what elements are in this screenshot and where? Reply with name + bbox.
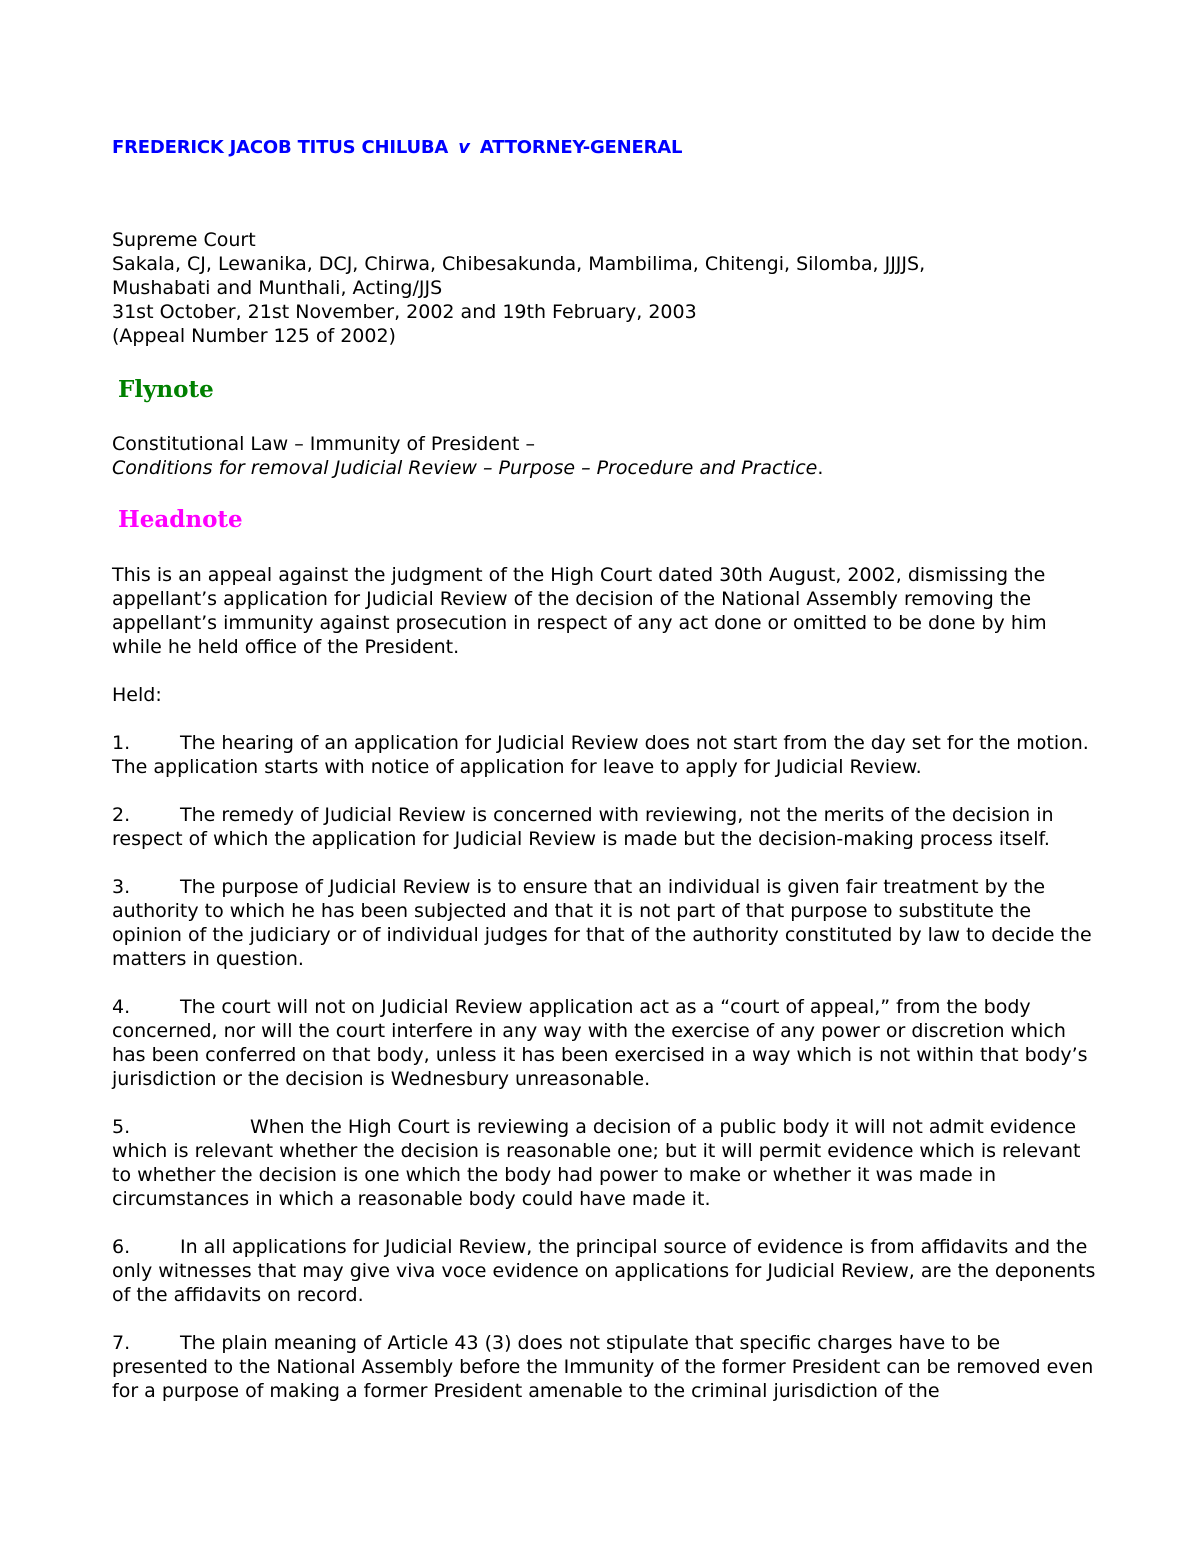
- party-one: FREDERICK JACOB TITUS CHILUBA: [112, 137, 449, 158]
- versus: v: [458, 137, 470, 158]
- flynote-end: .: [817, 457, 824, 479]
- holding-text: The purpose of Judicial Review is to ensure that an individual is given fair treatment by the authority to which he has been subjected and that it is not part of that purpose to substitute the opinion of the judiciary or of individual judges for that of the authority constituted by law to decide the matters in question.: [112, 876, 1092, 970]
- holding-item: [112, 1331, 1102, 1403]
- holding-number: 7.: [112, 1332, 131, 1354]
- holding-number: 2.: [112, 804, 131, 826]
- holding-item: [112, 731, 1102, 779]
- holding-text: In all applications for Judicial Review, the principal source of evidence is from affidavits and the only witnesses that may give viva voce evidence on applications for Judicial Review, are the deponents of the affidavits on record.: [112, 1236, 1096, 1306]
- holding-text: The remedy of Judicial Review is concerned with reviewing, not the merits of the decision in respect of which the application for Judicial Review is made but the decision-making process itself.: [112, 804, 1054, 850]
- holding-item: [112, 995, 1102, 1091]
- hearing-dates: 31st October, 21st November, 2002 and 19th February, 2003: [112, 301, 697, 323]
- flynote-line-2: [112, 456, 1102, 480]
- holding-number: 6.: [112, 1236, 131, 1258]
- holding-number: 4.: [112, 996, 131, 1018]
- headnote-body: [112, 563, 1102, 1427]
- case-title: [112, 136, 682, 160]
- appeal-number: (Appeal Number 125 of 2002): [112, 325, 396, 347]
- holding-item: [112, 875, 1102, 971]
- holding-number: 1.: [112, 732, 131, 754]
- holding-item: [112, 1115, 1102, 1211]
- party-two: ATTORNEY-GENERAL: [479, 137, 683, 158]
- judges-line-1: Sakala, CJ, Lewanika, DCJ, Chirwa, Chibesakunda, Mambilima, Chitengi, Silomba, JJJJS,: [112, 253, 926, 275]
- holding-item: [112, 1235, 1102, 1307]
- flynote-heading: Flynote: [118, 376, 214, 403]
- holding-item: [112, 803, 1102, 851]
- flynote-body: [112, 432, 1102, 480]
- court-name: Supreme Court: [112, 229, 256, 251]
- flynote-subjects: Conditions for removal Judicial Review – Purpose – Procedure and Practice: [112, 457, 818, 479]
- holding-text: When the High Court is reviewing a decision of a public body it will not admit evidence which is relevant whether the decision is reasonable one; but it will permit evidence which is relevant to whether the decision is one which the body had power to make or whether it was made in circumstances in which a reasonable body could have made it.: [112, 1116, 1081, 1210]
- holding-number: 5.: [112, 1116, 131, 1138]
- holding-text: The hearing of an application for Judicial Review does not start from the day set for the motion. The application starts with notice of application for leave to apply for Judicial Review.: [112, 732, 1089, 778]
- flynote-line-1: Constitutional Law – Immunity of President –: [112, 433, 535, 455]
- held-label: Held:: [112, 684, 162, 706]
- holding-text: The court will not on Judicial Review application act as a “court of appeal,” from the body concerned, nor will the court interfere in any way with the exercise of any power or discretion which has been conferred on that body, unless it has been exercised in a way which is not within that body’s jurisdiction or the decision is Wednesbury unreasonable.: [112, 996, 1088, 1090]
- holding-number: 3.: [112, 876, 131, 898]
- headnote-heading: Headnote: [118, 506, 243, 533]
- judges-line-2: Mushabati and Munthali, Acting/JJS: [112, 277, 443, 299]
- holding-text: The plain meaning of Article 43 (3) does not stipulate that specific charges have to be presented to the National Assembly before the Immunity of the former President can be removed even for a purpose of making a former President amenable to the criminal jurisdiction of the: [112, 1332, 1094, 1402]
- case-metadata: [112, 228, 1102, 348]
- headnote-intro: This is an appeal against the judgment of the High Court dated 30th August, 2002, dismissing the appellant’s application for Judicial Review of the decision of the National Assembly removing the appellant’s immunity against prosecution in respect of any act done or omitted to be done by him while he held office of the President.: [112, 564, 1047, 658]
